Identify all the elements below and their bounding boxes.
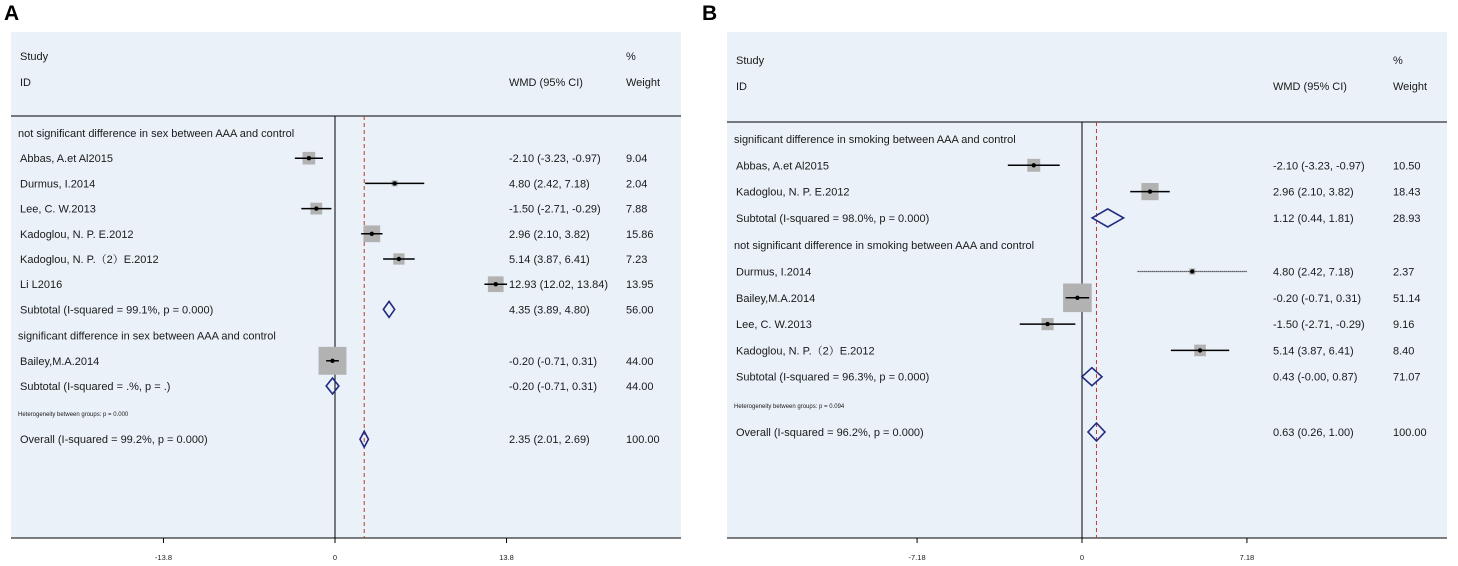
study-label: Lee, C. W.2013: [736, 319, 812, 332]
subtotal-diamond: [326, 378, 339, 394]
study-label: Abbas, A.et Al2015: [20, 153, 113, 166]
study-point: [307, 156, 311, 160]
study-point: [1045, 322, 1049, 326]
study-ci: -2.10 (-3.23, -0.97): [1273, 160, 1365, 173]
study-ci: -1.50 (-2.71, -0.29): [1273, 319, 1365, 332]
study-label: Kadoglou, N. P. E.2012: [20, 228, 134, 241]
study-label: Durmus, I.2014: [20, 178, 96, 191]
overall-ci: 2.35 (2.01, 2.69): [509, 434, 590, 447]
overall-label: Overall (I-squared = 99.2%, p = 0.000): [20, 434, 208, 447]
header-weight: Weight: [626, 77, 661, 89]
subtotal-diamond: [383, 301, 394, 317]
overall-label: Overall (I-squared = 96.2%, p = 0.000): [736, 427, 924, 439]
study-weight: 10.50: [1393, 160, 1421, 173]
x-tick-label: 7.18: [1239, 553, 1255, 562]
header-study: Study: [20, 51, 49, 63]
header-weight: Weight: [1393, 81, 1428, 93]
study-ci: 12.93 (12.02, 13.84): [509, 279, 609, 292]
study-label: Kadoglou, N. P.（2）E.2012: [20, 254, 159, 266]
forest-plot-a-svg: [11, 32, 681, 562]
study-label: Durmus, I.2014: [736, 266, 812, 279]
header-wmd: WMD (95% CI): [509, 77, 583, 89]
subtotal-weight: 71.07: [1393, 371, 1421, 384]
study-point: [1032, 163, 1036, 167]
forest-plot-a: [11, 32, 681, 562]
study-point: [494, 282, 498, 286]
study-label: Li L2016: [20, 279, 63, 292]
subgroup-heading: significant difference in sex between AAA and control: [18, 330, 276, 343]
header-wmd: WMD (95% CI): [1273, 81, 1347, 93]
study-weight: 18.43: [1393, 186, 1421, 199]
study-weight: 7.88: [626, 203, 648, 216]
subtotal-ci: 1.12 (0.44, 1.81): [1273, 212, 1354, 225]
study-ci: 2.96 (2.10, 3.82): [509, 228, 590, 241]
panel-a-letter: A: [4, 2, 20, 25]
study-weight: 9.16: [1393, 319, 1415, 332]
study-ci: 4.80 (2.42, 7.18): [1273, 266, 1354, 279]
subgroup-heading: significant difference in smoking between AAA and control: [734, 134, 1016, 146]
study-label: Kadoglou, N. P. E.2012: [736, 186, 850, 199]
study-ci: -1.50 (-2.71, -0.29): [509, 203, 601, 216]
subtotal-ci: 4.35 (3.89, 4.80): [509, 304, 590, 317]
study-weight: 15.86: [626, 228, 654, 241]
header-id: ID: [736, 81, 747, 93]
header-percent: %: [1393, 55, 1403, 67]
study-weight: 13.95: [626, 279, 654, 292]
study-ci: 4.80 (2.42, 7.18): [509, 178, 590, 191]
heterogeneity-note: Heterogeneity between groups: p = 0.094: [734, 404, 845, 410]
overall-weight: 100.00: [1393, 427, 1427, 439]
study-point: [314, 206, 318, 210]
study-ci: -0.20 (-0.71, 0.31): [509, 355, 598, 368]
study-weight: 2.37: [1393, 266, 1415, 279]
study-point: [1198, 348, 1202, 352]
study-label: Lee, C. W.2013: [20, 203, 96, 216]
study-ci: 5.14 (3.87, 6.41): [1273, 345, 1354, 358]
study-point: [370, 232, 374, 236]
subtotal-label: Subtotal (I-squared = 98.0%, p = 0.000): [736, 212, 930, 225]
subtotal-diamond: [1092, 209, 1123, 227]
overall-ci: 0.63 (0.26, 1.00): [1273, 427, 1354, 439]
header-study: Study: [736, 55, 765, 67]
study-point: [397, 257, 401, 261]
x-tick-label: 0: [1079, 553, 1085, 562]
subgroup-heading: not significant difference in smoking between AAA and control: [734, 240, 1035, 253]
header-id: ID: [20, 77, 31, 89]
x-tick-label: -7.18: [908, 553, 926, 562]
heterogeneity-note: Heterogeneity between groups: p = 0.000: [18, 412, 129, 419]
study-point: [1075, 296, 1079, 300]
x-tick-label: 0: [332, 553, 338, 562]
panel-b-letter: B: [702, 2, 718, 25]
subtotal-ci: 0.43 (-0.00, 0.87): [1273, 371, 1358, 384]
subtotal-weight: 28.93: [1393, 212, 1421, 225]
study-point: [330, 359, 334, 363]
study-weight: 2.04: [626, 178, 648, 191]
study-label: Abbas, A.et Al2015: [736, 160, 829, 173]
study-weight: 44.00: [626, 355, 654, 368]
x-tick-label: 13.8: [499, 553, 514, 562]
study-point: [1190, 269, 1194, 273]
x-tick-label: -13.8: [154, 553, 173, 562]
header-percent: %: [626, 51, 636, 63]
study-weight: 9.04: [626, 153, 648, 166]
subgroup-heading: not significant difference in sex between AAA and control: [18, 128, 295, 140]
study-weight: 7.23: [626, 254, 648, 266]
study-label: Bailey,M.A.2014: [20, 355, 100, 368]
study-weight: 51.14: [1393, 292, 1421, 305]
subtotal-weight: 44.00: [626, 381, 654, 393]
subtotal-label: Subtotal (I-squared = .%, p = .): [20, 381, 171, 393]
forest-plot-b-svg: [727, 32, 1447, 562]
study-point: [392, 181, 396, 185]
study-weight: 8.40: [1393, 345, 1415, 358]
forest-plot-b: [727, 32, 1447, 562]
study-point: [1148, 189, 1152, 193]
study-ci: 2.96 (2.10, 3.82): [1273, 186, 1354, 199]
subtotal-weight: 56.00: [626, 304, 654, 317]
study-ci: -0.20 (-0.71, 0.31): [1273, 292, 1362, 305]
overall-weight: 100.00: [626, 434, 660, 447]
study-ci: -2.10 (-3.23, -0.97): [509, 153, 601, 166]
subtotal-label: Subtotal (I-squared = 99.1%, p = 0.000): [20, 304, 214, 317]
study-label: Bailey,M.A.2014: [736, 292, 816, 305]
subtotal-diamond: [1082, 368, 1102, 386]
study-ci: 5.14 (3.87, 6.41): [509, 254, 590, 266]
subtotal-ci: -0.20 (-0.71, 0.31): [509, 381, 598, 393]
subtotal-label: Subtotal (I-squared = 96.3%, p = 0.000): [736, 371, 930, 384]
study-label: Kadoglou, N. P.（2）E.2012: [736, 345, 875, 358]
